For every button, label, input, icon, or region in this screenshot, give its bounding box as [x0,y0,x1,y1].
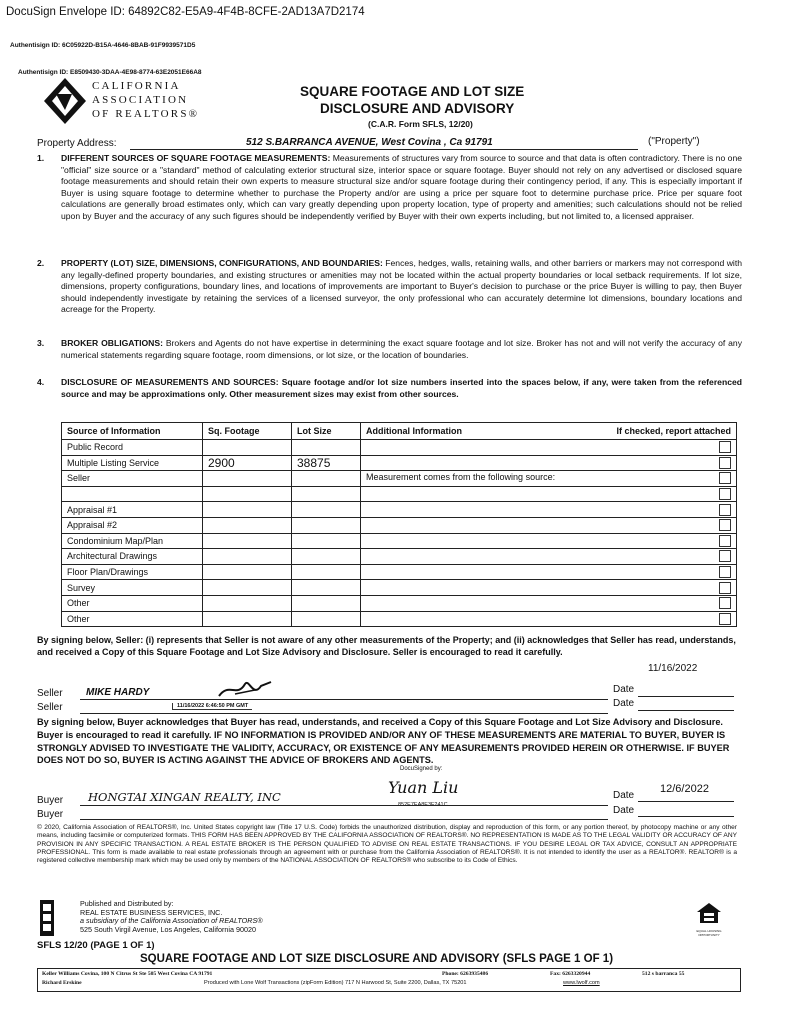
table-cell-sqft[interactable] [203,611,292,627]
buyer-signature-line [80,805,608,806]
form-title-line-1: SQUARE FOOTAGE AND LOT SIZE [300,84,525,99]
table-cell-sqft[interactable] [203,486,292,502]
col-header-report: If checked, report attached [616,426,731,436]
footer-produced: Produced with Lone Wolf Transactions (zipForm Edition) 717 N Harwood St, Suite 2200, Dallas, TX 75201 [204,980,467,986]
measurements-table [61,422,737,627]
property-suffix: ("Property") [648,136,700,147]
buyer-date-line [638,801,734,802]
table-cell-lot[interactable] [292,595,361,611]
table-row [62,533,737,549]
col-header-source: Source of Information [62,423,203,440]
table-row [62,502,737,518]
table-cell-sqft[interactable] [203,595,292,611]
table-cell-lot[interactable] [292,471,361,487]
table-cell-sqft[interactable]: 2900 [203,455,292,471]
table-cell-sqft[interactable] [203,564,292,580]
buyer-2-date-label: Date [613,805,635,816]
section-2-heading: PROPERTY (LOT) SIZE, DIMENSIONS, CONFIGURATIONS, AND BOUNDARIES: [61,258,383,268]
section-2-text: Fences, hedges, walls, retaining walls, and other barriers or markers may not correspond with any legally-defined property boundaries, and existing structures or amenities may not be located within the actual property boundaries or local setback requirements. If lot size, dimensions, property configurations, boundary lines, and locations of improvements are important to Buyer's decision to purchase or the price Buyer is willing to pay, then Buyer should independently investigate by retaining the services of a licensed surveyor, the only professional who can accurately determine lot dimensions, boundary locations and acreage for the Property. [61,258,743,315]
logo-line-2: ASSOCIATION [92,94,189,106]
report-attached-checkbox[interactable] [719,519,731,531]
report-attached-checkbox[interactable] [719,488,731,500]
table-cell-info-text: Measurement comes from the following source: [366,472,556,483]
report-attached-checkbox[interactable] [719,582,731,594]
report-attached-checkbox[interactable] [719,597,731,609]
table-row [62,455,737,471]
section-2 [37,258,742,316]
property-address-value[interactable]: 512 S.BARRANCA AVENUE, West Covina , Ca 91791 [246,137,493,148]
table-cell-lot[interactable] [292,486,361,502]
buyer-acknowledgement: By signing below, Buyer acknowledges that Buyer has read, understands, and received a Copy of this Square Footage and Lot Size Advisory and Disclosure. Buyer is encouraged to read it carefully. IF NO INFORMATION IS PROVIDED AND/OR ANY OF THESE MEASUREMENTS ARE MATERIAL TO BUYER, BUYER IS STRONGLY ADVISED TO INVESTIGATE THE VALIDITY, ACCURACY, OR EXISTENCE OF ANY MEASUREMENTS PROVIDED HEREIN OR OTHERWISE. IF BUYER DOES NOT DO SO, BUYER IS ACTING AGAINST THE ADVICE OF BROKERS AND AGENTS. [37,717,730,766]
logo-line-1: CALIFORNIA [92,80,181,92]
seller-date-value[interactable]: 11/16/2022 [648,663,698,674]
buyer-label: Buyer [37,795,64,806]
report-attached-checkbox[interactable] [719,441,731,453]
rebs-logo [40,900,54,936]
property-address-label: Property Address: [37,138,117,149]
table-cell-source: Multiple Listing Service [62,455,203,471]
section-3-text: Brokers and Agents do not have expertise in determining the exact square footage and lot size. Broker has not and will not verify the accuracy of any numerical statements regarding square footage, room dimensions, or lot size, or the location of boundaries. [61,338,742,360]
col-header-info-label: Additional Information [366,426,462,436]
table-row [62,549,737,565]
table-cell-lot[interactable] [292,564,361,580]
table-cell-source: Appraisal #1 [62,502,203,518]
publisher-line-2: REAL ESTATE BUSINESS SERVICES, INC. [80,907,223,917]
table-cell-lot[interactable] [292,517,361,533]
seller-date-label: Date [613,684,635,695]
report-attached-checkbox[interactable] [719,566,731,578]
form-id: SFLS 12/20 (PAGE 1 OF 1) [37,940,155,951]
table-cell-source: Floor Plan/Drawings [62,564,203,580]
table-cell-source: Seller [62,471,203,487]
table-cell-info[interactable] [361,580,737,596]
logo-line-3: OF REALTORS® [92,108,200,120]
property-address-line [130,149,638,150]
buyer-signature[interactable]: Yuan Liu [388,778,459,797]
table-cell-info[interactable] [361,611,737,627]
table-cell-source: Other [62,611,203,627]
table-cell-source: Survey [62,580,203,596]
report-attached-checkbox[interactable] [719,613,731,625]
report-attached-checkbox[interactable] [719,535,731,547]
equal-housing-logo [692,902,726,937]
report-attached-checkbox[interactable] [719,550,731,562]
buyer-name[interactable]: HONGTAI XINGAN REALTY, INC [88,790,281,804]
seller-2-signature-line[interactable] [80,713,608,714]
table-cell-info[interactable] [361,502,737,518]
seller-signature-stamp: 11/16/2022 6:46:50 PM GMT [172,703,252,710]
section-3 [37,338,742,361]
table-row [62,517,737,533]
section-3-number: 3. [37,338,45,348]
table-cell-sqft[interactable] [203,471,292,487]
col-header-info [361,423,737,440]
table-cell-sqft[interactable] [203,533,292,549]
seller-2-date-line[interactable] [638,710,734,711]
seller-acknowledgement: By signing below, Seller: (i) represents that Seller is not aware of any other measurements of the Property; and (ii) acknowledges that Seller has read, understands, and received a Copy of this Square Footage and Lot Size Advisory and Disclosure. Seller is encouraged to read it carefully. [37,635,736,657]
table-cell-info[interactable] [361,440,737,456]
section-1-text: Measurements of structures vary from source to source and that data is often contradictory. There is no one "official" size source or a "standard" method of calculating exterior structural size, interior space or square footage. Buyer should not rely on any advertised or disclosed square footage measurements and should retain their own experts to measure structural size and/or square footage during their contingency period, if any. This is especially important if Buyer is using square footage to determine whether to purchase the Property and/or are using a price per square foot to determine purchase price. Price per square foot calculations are generally broad estimates only, which can vary greatly depending upon property location, type of property and amenities; such calculations should not be relied upon by Buyer and the accuracy of any such figures should be independently verified by Buyer with their own experts including, but not limited to, a licensed appraiser. [61,153,742,221]
table-row [62,580,737,596]
section-3-heading: BROKER OBLIGATIONS: [61,338,163,348]
table-cell-lot[interactable] [292,440,361,456]
table-cell-source: Other [62,595,203,611]
table-row [62,486,737,502]
seller-label: Seller [37,688,63,699]
section-4 [37,377,742,400]
table-cell-lot[interactable] [292,502,361,518]
table-cell-source: Appraisal #2 [62,517,203,533]
section-1 [37,153,742,223]
report-attached-checkbox[interactable] [719,457,731,469]
publisher-line-1: Published and Distributed by: [80,899,174,908]
rebs-logo-icon [40,900,54,936]
table-cell-lot[interactable]: 38875 [292,455,361,471]
footer-file: 512 s barranca 55 [642,971,685,977]
footer-url[interactable]: www.lwolf.com [563,980,600,986]
seller-date-line [638,696,734,697]
table-cell-info[interactable] [361,549,737,565]
table-cell-info[interactable] [361,455,737,471]
buyer-date-label: Date [613,790,635,801]
table-cell-sqft[interactable] [203,580,292,596]
report-attached-checkbox[interactable] [719,504,731,516]
table-header-row [62,423,737,440]
equal-housing-text: EQUAL HOUSING OPPORTUNITY [696,929,722,937]
section-1-number: 1. [37,153,45,163]
table-cell-sqft[interactable] [203,549,292,565]
table-cell-source: Condominium Map/Plan [62,533,203,549]
footer-office: Keller Williams Covina, 100 N Citrus St Ste 505 West Covina CA 91791 [42,971,213,977]
report-attached-checkbox[interactable] [719,472,731,484]
table-cell-info[interactable] [361,533,737,549]
buyer-docusign-tag: DocuSigned by: [400,766,443,772]
footer-agent: Richard Erskine [42,980,82,986]
section-4-heading: DISCLOSURE OF MEASUREMENTS AND SOURCES: Square footage and/or lot size numbers inserted into the spaces below, if any, were taken from the referenced source and may be approximations only. Other measurement sizes may exist from other sources. [61,377,742,399]
table-cell-lot[interactable] [292,549,361,565]
section-2-number: 2. [37,258,45,268]
seller-name[interactable]: MIKE HARDY [86,687,150,698]
table-row [62,471,737,487]
publisher-line-4: 525 South Virgil Avenue, Los Angeles, California 90020 [80,924,256,934]
table-cell-source [62,486,203,502]
publisher-line-3: a subsidiary of the California Association of REALTORS® [80,916,263,926]
table-row [62,611,737,627]
footer-box [37,968,741,992]
table-cell-info[interactable] [361,517,737,533]
table-row [62,564,737,580]
copyright-notice: © 2020, California Association of REALTORS®, Inc. United States copyright law (Title 17 U.S. Code) forbids the unauthorized distribution, display and reproduction of this form, or any portion thereof, by photocopy machine or any other means, including facsimile or computerized formats. THIS FORM HAS BEEN APPROVED BY THE CALIFORNIA ASSOCIATION OF REALTORS®. NO REPRESENTATION IS MADE AS TO THE LEGAL VALIDITY OR ACCURACY OF ANY PROVISION IN ANY SPECIFIC TRANSACTION. A REAL ESTATE BROKER IS THE PERSON QUALIFIED TO ADVISE ON REAL ESTATE TRANSACTIONS. IF YOU DESIRE LEGAL OR TAX ADVICE, CONSULT AN APPROPRIATE PROFESSIONAL. This form is made available to real estate professionals through an agreement with or purchase from the California Association of REALTORS®. It is not intended to identify the user as a REALTOR®. REALTOR® is a registered collective membership mark which may be used only by members of the NATIONAL ASSOCIATION OF REALTORS® who subscribe to its Code of Ethics. [37,824,737,865]
car-logo [42,76,212,126]
buyer-2-date-line[interactable] [638,816,734,817]
buyer-2-label: Buyer [37,809,64,820]
table-row [62,595,737,611]
seller-2-date-label: Date [613,698,635,709]
equal-housing-icon [696,902,722,924]
table-cell-sqft[interactable] [203,502,292,518]
table-cell-info[interactable] [361,471,737,487]
table-cell-info[interactable] [361,595,737,611]
col-header-lot: Lot Size [292,423,361,440]
table-cell-lot[interactable] [292,611,361,627]
car-logo-icon [42,76,88,126]
table-cell-info[interactable] [361,486,737,502]
buyer-2-signature-line[interactable] [80,819,608,820]
authentisign-id-2: Authentisign ID: E8509430-3DAA-4E98-8774-63E2051E66A8 [18,69,202,76]
table-cell-info[interactable] [361,564,737,580]
authentisign-id-1: Authentisign ID: 6C05922D-B15A-4646-8BAB-91F9939571D5 [10,42,196,49]
form-title-line-2: DISCLOSURE AND ADVISORY [320,101,515,116]
bottom-title: SQUARE FOOTAGE AND LOT SIZE DISCLOSURE AND ADVISORY (SFLS PAGE 1 OF 1) [140,953,614,965]
form-code: (C.A.R. Form SFLS, 12/20) [368,119,473,129]
buyer-date-value[interactable]: 12/6/2022 [660,783,709,795]
footer-phone: Phone: 6263935486 [442,971,489,977]
col-header-sqft: Sq. Footage [203,423,292,440]
footer-fax: Fax: 6263320944 [550,971,591,977]
table-cell-source: Architectural Drawings [62,549,203,565]
table-cell-lot[interactable] [292,580,361,596]
table-cell-sqft[interactable] [203,517,292,533]
section-4-number: 4. [37,377,45,387]
section-1-heading: DIFFERENT SOURCES OF SQUARE FOOTAGE MEASUREMENTS: [61,153,331,163]
seller-signature-line [80,699,608,700]
table-cell-lot[interactable] [292,533,361,549]
table-row [62,440,737,456]
buyer-signature-id: 852E7EA8E3F241C... [398,802,453,808]
seller-2-label: Seller [37,702,63,713]
table-cell-sqft[interactable] [203,440,292,456]
envelope-id: DocuSign Envelope ID: 64892C82-E5A9-4F4B-8CFE-2AD13A7D2174 [6,6,365,18]
publisher-block [80,900,263,934]
table-cell-source: Public Record [62,440,203,456]
